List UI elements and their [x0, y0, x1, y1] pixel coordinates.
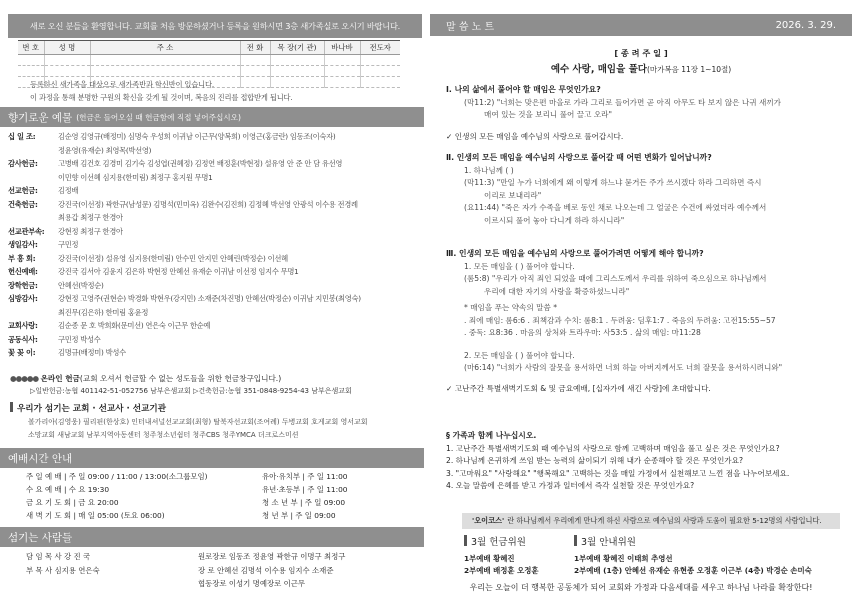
offering-label: 선교관부속: — [8, 226, 45, 236]
people-item: 협동장로 이성기 명예장로 이근무 — [198, 579, 306, 588]
offering-label: 심방감사: — [8, 294, 38, 303]
offering-label: 부 흥 회: — [8, 253, 36, 263]
bar-icon — [10, 402, 13, 412]
section-line: (막11:2) "너희는 맞은편 마을로 가라 그리로 들어가면 곧 아직 아무도 타 보지 않은 나귀 새끼가 — [464, 97, 782, 107]
section-line: (롬5:8) "우리가 아직 죄인 되었을 때에 그리스도께서 우리를 위하여 죽으심으로 하나님께서 — [464, 274, 767, 283]
schedule-item: 수 요 예 배 | 수 요 19:30 — [26, 485, 110, 494]
section-line: 이리로 보내리라" — [484, 190, 542, 200]
section-heading: Ⅲ. 인생의 모든 매임을 예수님의 사랑으로 풀어가려면 어떻게 해야 합니까? — [446, 249, 704, 258]
bar-icon — [464, 535, 467, 546]
sermon-reference: (마가복음 11장 1~10절) — [646, 65, 732, 74]
schedule-item: 청 소 년 부 | 주 일 09:00 — [262, 498, 346, 507]
offering-names: 정윤영(유재순) 최영목(박선영) — [58, 145, 152, 155]
section-line: (요11:44) "죽은 자가 수족을 베로 동인 채로 나오는데 그 얼굴은 수건에 싸였더라 예수께서 — [464, 203, 767, 212]
reg-empty-row[interactable] — [18, 55, 400, 66]
offering-row — [8, 238, 428, 252]
offering-row — [8, 144, 428, 158]
people-item: 장 로 안혜선 김명석 이수용 임지수 소재준 — [198, 565, 334, 575]
offering-row — [8, 319, 428, 333]
share-question: 4. 오늘 말씀에 은혜를 받고 가정과 일터에서 즉각 실천할 것은 무엇인가요? — [446, 481, 695, 490]
schedule-item: 금 요 기 도 회 | 금 요 20:00 — [26, 498, 119, 507]
schedule-title: 예배시간 안내 — [8, 452, 73, 465]
share-question: 2. 하나님께 온귀하게 쓰임 받는 능력의 삶이되기 위해 내가 순종해야 할 것은 무엇인가요? — [446, 456, 743, 465]
share-question: 1. 고난주간 특별새벽기도회 때 예수님의 사랑으로 함께 고백하며 매임을 풀고 싶은 것은 무엇인가요? — [446, 443, 780, 453]
schedule-left — [26, 470, 208, 522]
offering-label — [8, 306, 58, 320]
offering-names: 강진국 김서아 김윤지 김은하 박현정 안혜선 유재순 이귀남 이선정 임지수 무명1 — [58, 267, 299, 276]
newcomer-note-2: 이 과정을 통해 분명한 구원의 확신을 갖게 될 것이며, 복음의 진리를 접합받게 됩니다. — [30, 93, 293, 102]
online-offering-desc: (교회 오셔서 헌금할 수 없는 성도들을 위한 헌금창구입니다.) — [79, 374, 282, 383]
offering-row — [8, 265, 428, 279]
schedule-item: 유아·유치부 | 주 일 11:00 — [262, 472, 348, 481]
offering-title: 향기로운 예물 — [8, 111, 73, 124]
duty-line: 2부예배 (1층) 안혜선 유재순 유현종 오정훈 이근부 (4층) 박경순 손미숙 — [574, 566, 812, 575]
offering-row — [8, 225, 428, 239]
sermon-note-header — [430, 14, 852, 36]
duty-line: 1부예배 황혜진 — [464, 553, 515, 563]
offering-row — [8, 306, 428, 320]
offering-label: 십 일 조: — [8, 132, 36, 141]
offering-names: 이민향 이선혜 심지용(한미림) 최정구 홍지원 무명1 — [58, 172, 213, 182]
offering-label: 장학헌금: — [8, 280, 38, 290]
offering-label: 선교헌금: — [8, 186, 38, 195]
offering-row — [8, 198, 428, 212]
offering-label — [8, 171, 58, 185]
reg-header: 목 장(기 관) — [270, 41, 324, 55]
duty-line: 2부예배 배정훈 오정훈 — [464, 566, 539, 575]
section-heading: Ⅰ. 나의 삶에서 풀어야 할 매임은 무엇인가요? — [446, 85, 601, 94]
sermon-section-1 — [446, 84, 846, 143]
offering-subtitle: (헌금은 들어오실 때 헌금함에 직접 넣어주십시오) — [76, 112, 241, 122]
people-item: 원로장로 임동조 정윤영 곽한규 이명구 최정구 — [198, 552, 346, 561]
section-line: 매여 있는 것을 보리니 풀어 끌고 오라" — [484, 110, 613, 119]
sermon-section-3 — [446, 248, 846, 395]
people-title: 섬기는 사람들 — [8, 531, 73, 544]
mission-list-2: 소망교회 새남교회 남부지역아동센터 청주청소년쉼터 청주CBS 청주YMCA 더크로스미션 — [28, 431, 299, 439]
section-line: (마6:14) "너희가 사람의 잘못을 용서하면 너희 하늘 아버지께서도 너희 잘못을 용서하시려니와" — [464, 363, 783, 372]
offering-committee-title: 3월 헌금위원 — [464, 535, 539, 550]
schedule-item: 새 벽 기 도 회 | 매 일 05:00 (토요 06:00) — [26, 511, 165, 520]
section-line: . 죄에 매임: 롬6:6 . 죄책감과 수치: 롬8:1 . 두려움: 딤후1:7 . 죽음의 두려움: 고전15:55~57 — [464, 315, 776, 325]
offering-names: 김순종 문 호 박희화(문미선) 연은숙 이근무 한순예 — [58, 321, 211, 330]
bar-icon — [574, 535, 577, 546]
reg-empty-row[interactable] — [18, 66, 400, 77]
offering-label: 헌신예배: — [8, 267, 38, 276]
offering-label — [8, 211, 58, 225]
offering-label: 꽃 꽂 이: — [8, 348, 36, 357]
reg-header: 주 소 — [90, 41, 240, 55]
offering-names: 최용갑 최정구 한경아 — [58, 213, 123, 222]
offering-names: 구민정 박성수 — [58, 334, 101, 344]
reg-header: 전도자 — [360, 41, 400, 55]
sermon-title-line — [430, 61, 852, 75]
offering-row — [8, 157, 428, 171]
offering-names: 김정배 — [58, 186, 79, 195]
oikos-box — [462, 513, 840, 529]
offering-names: 강진국(이선정) 곽한규(남성문) 김명석(민미옥) 김완수(김진희) 김정혜 박선영 안광석 이수용 전경례 — [58, 199, 358, 209]
online-offering — [10, 373, 281, 384]
check-line: ✓ 인생의 모든 매임을 예수님의 사랑으로 풀어갑시다. — [446, 131, 624, 141]
offering-label — [8, 144, 58, 158]
offering-label: 공동식사: — [8, 334, 38, 344]
service-label: [ 종 려 주 일 ] — [614, 48, 668, 58]
check-line: ✓ 고난주간 특별새벽기도회 & 및 금요예배, [십자가에 새긴 사랑]에 초대합니다. — [446, 383, 711, 393]
offering-names: 강진국(이선정) 설유영 심지용(한미림) 안수민 안지민 안혜린(박정순) 이선혜 — [58, 253, 288, 263]
offering-label: 건축헌금: — [8, 199, 38, 209]
offering-row — [8, 292, 428, 306]
offering-row — [8, 184, 428, 198]
usher-committee-title: 3월 안내위원 — [574, 535, 812, 550]
bullet-dots-icon: ●●●●● — [10, 374, 39, 383]
offering-names: 강현정 최정구 한경아 — [58, 226, 123, 236]
offering-list — [8, 130, 428, 360]
people-right — [198, 550, 345, 591]
reg-header: 번 호 — [18, 41, 44, 55]
people-header — [0, 527, 424, 547]
offering-row — [8, 171, 428, 185]
offering-row — [8, 333, 428, 347]
schedule-header — [0, 448, 424, 468]
section-line: * 매임을 푸는 약속의 말씀 * — [464, 303, 558, 312]
reg-header: 바나바 — [324, 41, 360, 55]
offering-row — [8, 346, 428, 360]
people-item: 부 목 사 심지용 연은숙 — [26, 565, 100, 575]
section-line: 이르시되 풀어 놓아 다니게 하라 하시니라" — [484, 215, 625, 225]
mission-list-1: 볼가리아(김영웅) 필리핀(한상호) 인터내셔널선교교회(최형) 탈북자선교회(조여례) 두병교회 호게교회 영서교회 — [28, 418, 368, 426]
mission-title: 우리가 섬기는 교회 · 선교사 · 선교기관 — [17, 404, 167, 414]
reg-header: 전 화 — [240, 41, 270, 55]
offering-names: 강현정 고영주(권현순) 박경화 박현우(강지민) 소재준(차진명) 안혜선(박정순) 이귀남 지민봉(최영숙) — [58, 294, 361, 303]
bulletin-date: 2026. 3. 29. — [775, 19, 836, 31]
oikos-desc: 란 하나님께서 우리에게 만나게 하신 사람으로 예수님의 사랑과 도움이 필요한 5-12명의 사람입니다. — [507, 516, 822, 525]
offering-row — [8, 211, 428, 225]
people-item: 담 임 목 사 강 진 국 — [26, 552, 91, 561]
sermon-title: 예수 사랑, 매임을 풀다 — [550, 64, 647, 75]
section-line: (막11:3) "만일 누가 너희에게 왜 이렇게 하느냐 묻거든 주가 쓰시겠다 하라 그리하면 즉시 — [464, 178, 762, 187]
mission-header — [10, 402, 166, 414]
offering-label: 생일감사: — [8, 240, 38, 249]
offering-committee — [464, 535, 539, 578]
offering-header — [0, 107, 424, 127]
sermon-note-title: 말 씀 노 트 — [446, 21, 495, 33]
people-left — [26, 550, 100, 577]
offering-names: 최진무(김은하) 한미림 홍윤정 — [58, 307, 149, 317]
church-motto: 우리는 오늘이 더 행복한 공동체가 되어 교회와 가정과 다음세대를 세우고 하나님 나라를 확장한다! — [469, 583, 813, 592]
section-heading: Ⅱ. 인생의 모든 매임을 예수님의 사랑으로 풀어갈 때 어떤 변화가 일어납니까? — [446, 153, 712, 162]
schedule-item: 유년·초등부 | 주 일 11:00 — [262, 485, 348, 494]
offering-names: 김순영 김영규(배정미) 심명숙 우성희 이귀남 이근무(양복희) 이영근(홍금란) 임동조(이숙자) — [58, 132, 336, 141]
offering-names: 고병배 김건호 김경미 김기숙 김성엽(권혜정) 김정연 배정훈(박현정) 설유영 안 준 안 담 유선영 — [58, 159, 343, 168]
section-line: 1. 모든 매임을 ( ) 풀어야 합니다. — [464, 261, 575, 271]
schedule-right — [262, 470, 348, 522]
oikos-term: '오이코스' — [472, 516, 505, 525]
section-line: . 중독: 요8:36 . 마음의 상처와 트라우마: 사53:5 . 삶의 매임: 마11:28 — [464, 328, 701, 337]
schedule-item: 주 일 예 배 | 주 일 09:00 / 11:00 / 13:00(소그룹모임) — [26, 472, 208, 481]
offering-names: 안혜선(박정순) — [58, 280, 104, 290]
section-line: 1. 하나님께 ( ) — [464, 165, 514, 175]
section-line: 2. 모든 매임을 ( ) 풀어야 합니다. — [464, 350, 575, 360]
offering-label: 교회사랑: — [8, 321, 38, 330]
online-offering-title: 온라인 헌금 — [40, 374, 80, 383]
offering-row — [8, 279, 428, 293]
offering-row — [8, 252, 428, 266]
duty-line: 1부예배 황혜진 이태희 추영선 — [574, 553, 673, 563]
sermon-section-2 — [446, 152, 846, 227]
usher-committee — [574, 535, 812, 578]
share-question: 3. "고마워요" "사랑해요" "행복해요" 고백하는 것을 매일 가정에서 실천해보고 느낀 점을 나누어보세요. — [446, 468, 790, 478]
welcome-banner: 새로 오신 분들을 환영합니다. 교회를 처음 방문하셨거나 등록을 원하시면 3층 새가족실로 오시기 바랍니다. — [8, 14, 422, 38]
family-share-section — [446, 430, 846, 493]
newcomer-note-1: 등록하신 새가족을 대상으로 새가족반과 학신반이 있습니다. — [30, 80, 214, 89]
bank-accounts: ▷일반헌금:농협 401142-51-052756 남부은샘교회 ▷건축헌금:농협 351-0848-9254-43 남부은샘교회 — [30, 387, 352, 395]
offering-names: 구민정 — [58, 240, 79, 249]
offering-row — [8, 130, 428, 144]
reg-header: 성 명 — [44, 41, 90, 55]
section-line: 우리에 대한 자기의 사랑을 확증하셨느니라" — [484, 286, 630, 296]
offering-label: 감사헌금: — [8, 159, 38, 168]
offering-names: 김명규(배정미) 박성수 — [58, 348, 126, 357]
section-heading: § 가족과 함께 나누십시오. — [446, 431, 537, 440]
schedule-item: 청 년 부 | 주 일 09:00 — [262, 511, 336, 520]
